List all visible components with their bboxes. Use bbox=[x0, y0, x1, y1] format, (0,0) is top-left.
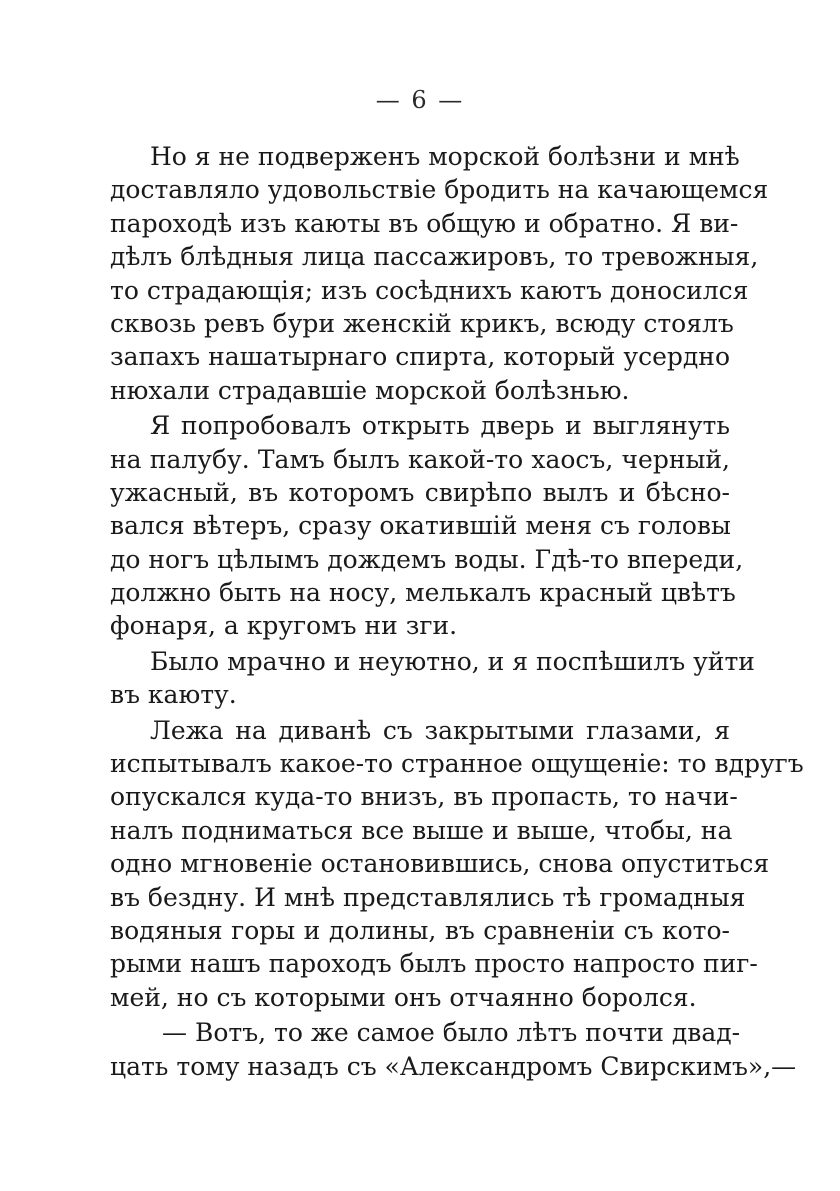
text-line: Было мрачно и неуютно, и я поспѣшилъ уйти bbox=[150, 646, 755, 676]
text-line: Но я не подверженъ морской болѣзни и мнѣ bbox=[150, 142, 740, 171]
body-text bbox=[110, 140, 804, 1083]
text-line: сквозь ревъ бури женскій крикъ, всюду стоялъ bbox=[110, 308, 734, 338]
text-line: до ногъ цѣлымъ дождемъ воды. Гдѣ-то впереди, bbox=[110, 544, 744, 574]
text-line: вался вѣтеръ, сразу окатившій меня съ головы bbox=[110, 511, 731, 541]
text-line: на палубу. Тамъ былъ какой-то хаосъ, черный, bbox=[110, 444, 730, 474]
text-line: запахъ нашатырнаго спирта, который усердно bbox=[110, 342, 730, 372]
text-line: Лежа на диванѣ съ закрытыми глазами, я bbox=[150, 715, 730, 745]
text-line: — Вотъ, то же самое было лѣтъ почти двад- bbox=[162, 1018, 741, 1048]
text-line: дѣлъ блѣдныя лица пассажировъ, то тревожныя, bbox=[110, 242, 759, 272]
text-line: доставляло удовольствіе бродить на качающемся bbox=[110, 175, 769, 205]
text-line: ужасный, въ которомъ свирѣпо вылъ и бѣсно- bbox=[110, 477, 730, 507]
text-line: опускался куда-то внизъ, въ пропасть, то начи- bbox=[110, 782, 738, 812]
text-line: рыми нашъ пароходъ былъ просто напросто пиг- bbox=[110, 949, 758, 979]
text-line: водяныя горы и долины, въ сравненіи съ кото- bbox=[110, 915, 730, 945]
text-line: то страдающія; изъ сосѣднихъ каютъ доносился bbox=[110, 275, 749, 305]
page-number: — 6 — bbox=[375, 86, 465, 114]
text-line: въ бездну. И мнѣ представлялись тѣ громадныя bbox=[110, 882, 746, 912]
text-line: мей, но съ которыми онъ отчаянно боролся. bbox=[110, 982, 697, 1012]
text-line: Я попробовалъ открыть дверь и выглянуть bbox=[150, 411, 730, 441]
text-line: нюхали страдавшіе морской болѣзнью. bbox=[110, 375, 630, 405]
text-line: должно быть на носу, мелькалъ красный цвѣтъ bbox=[110, 578, 736, 608]
text-line: налъ подниматься все выше и выше, чтобы, на bbox=[110, 815, 733, 845]
text-line: фонаря, а кругомъ ни зги. bbox=[110, 611, 458, 641]
text-line: цать тому назадъ съ «Александромъ Свирскимъ»,— bbox=[110, 1051, 797, 1081]
text-line: испытывалъ какое-то странное ощущеніе: то вдругъ bbox=[110, 749, 804, 779]
text-line: въ каюту. bbox=[110, 680, 237, 710]
text-line: одно мгновеніе остановившись, снова опуститься bbox=[110, 849, 770, 879]
text-line: пароходѣ изъ каюты въ общую и обратно. Я ви- bbox=[110, 208, 739, 238]
